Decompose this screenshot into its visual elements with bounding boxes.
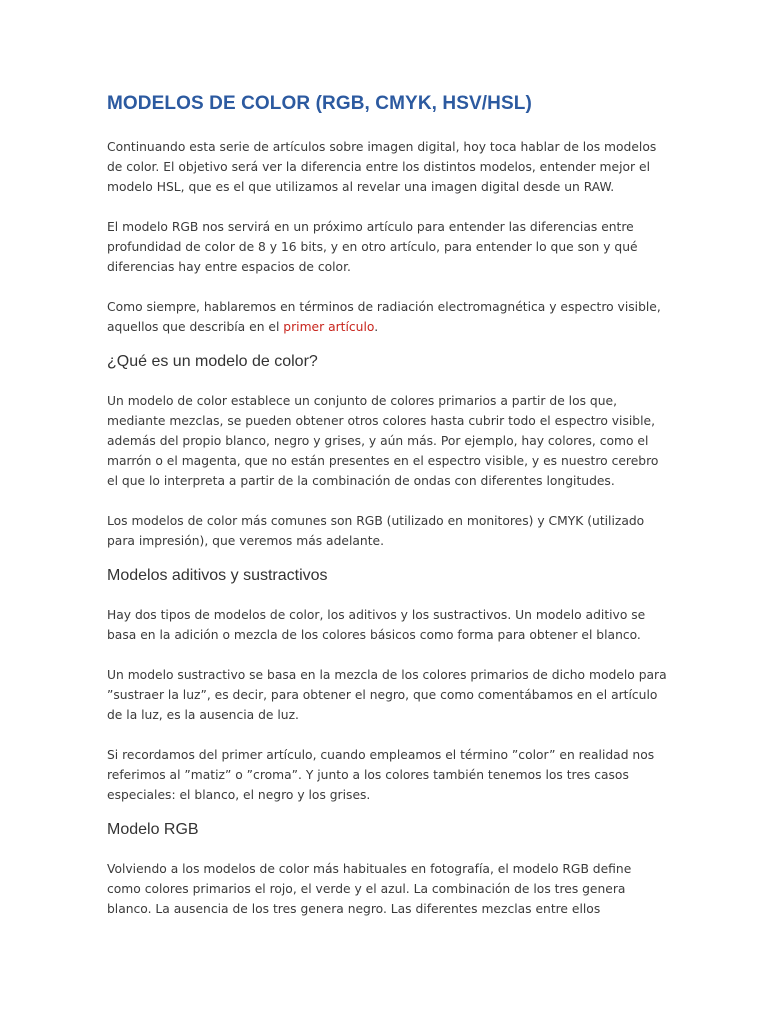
intro-text-end: . — [374, 320, 379, 334]
section-paragraph: Volviendo a los modelos de color más habituales en fotografía, el modelo RGB define como colores primarios el rojo, el verde y el azul. La combinación de los tres genera blanco. La ausencia de los tres genera negro. Las diferentes mezclas entre ellos — [107, 862, 632, 916]
intro-paragraph-with-link — [107, 297, 667, 337]
intro-text: Como siempre, hablaremos en términos de radiación electromagnética y espectro visible, aquellos que describía en el — [107, 300, 661, 334]
section-paragraph: Los modelos de color más comunes son RGB (utilizado en monitores) y CMYK (utilizado para impresión), que veremos más adelante. — [107, 514, 645, 548]
section-paragraph: Un modelo de color establece un conjunto de colores primarios a partir de los que, mediante mezclas, se pueden obtener otros colores hasta cubrir todo el espectro visible, además del propio blanco, negro y grises, y aún más. Por ejemplo, hay colores, como el marrón o el magenta, que no están presentes en el espectro visible, y es nuestro cerebro el que lo interpreta a partir de la combinación de ondas con diferentes longitudes. — [107, 394, 659, 488]
primer-articulo-link[interactable]: primer artículo — [283, 320, 375, 334]
section-paragraph: Si recordamos del primer artículo, cuando empleamos el término ”color” en realidad nos referimos al ”matiz” o ”croma”. Y junto a los colores también tenemos los tres casos especiales: el blanco, el negro y los grises. — [107, 748, 655, 802]
section-paragraph: Hay dos tipos de modelos de color, los aditivos y los sustractivos. Un modelo aditivo se basa en la adición o mezcla de los colores básicos como forma para obtener el blanco. — [107, 608, 646, 642]
section-paragraph: Un modelo sustractivo se basa en la mezcla de los colores primarios de dicho modelo para ”sustraer la luz”, es decir, para obtener el negro, que como comentábamos en el artículo de la luz, es la ausencia de luz. — [107, 668, 667, 722]
section-heading-que-es: ¿Qué es un modelo de color? — [107, 353, 318, 370]
article — [107, 92, 667, 919]
section-heading-aditivos: Modelos aditivos y sustractivos — [107, 567, 328, 584]
article-title: MODELOS DE COLOR (RGB, CMYK, HSV/HSL) — [107, 93, 532, 114]
section-heading-rgb: Modelo RGB — [107, 821, 199, 838]
intro-paragraph: El modelo RGB nos servirá en un próximo artículo para entender las diferencias entre profundidad de color de 8 y 16 bits, y en otro artículo, para entender lo que son y qué diferencias hay entre espacios de color. — [107, 220, 638, 274]
intro-paragraph: Continuando esta serie de artículos sobre imagen digital, hoy toca hablar de los modelos de color. El objetivo será ver la diferencia entre los distintos modelos, entender mejor el modelo HSL, que es el que utilizamos al revelar una imagen digital desde un RAW. — [107, 140, 657, 194]
